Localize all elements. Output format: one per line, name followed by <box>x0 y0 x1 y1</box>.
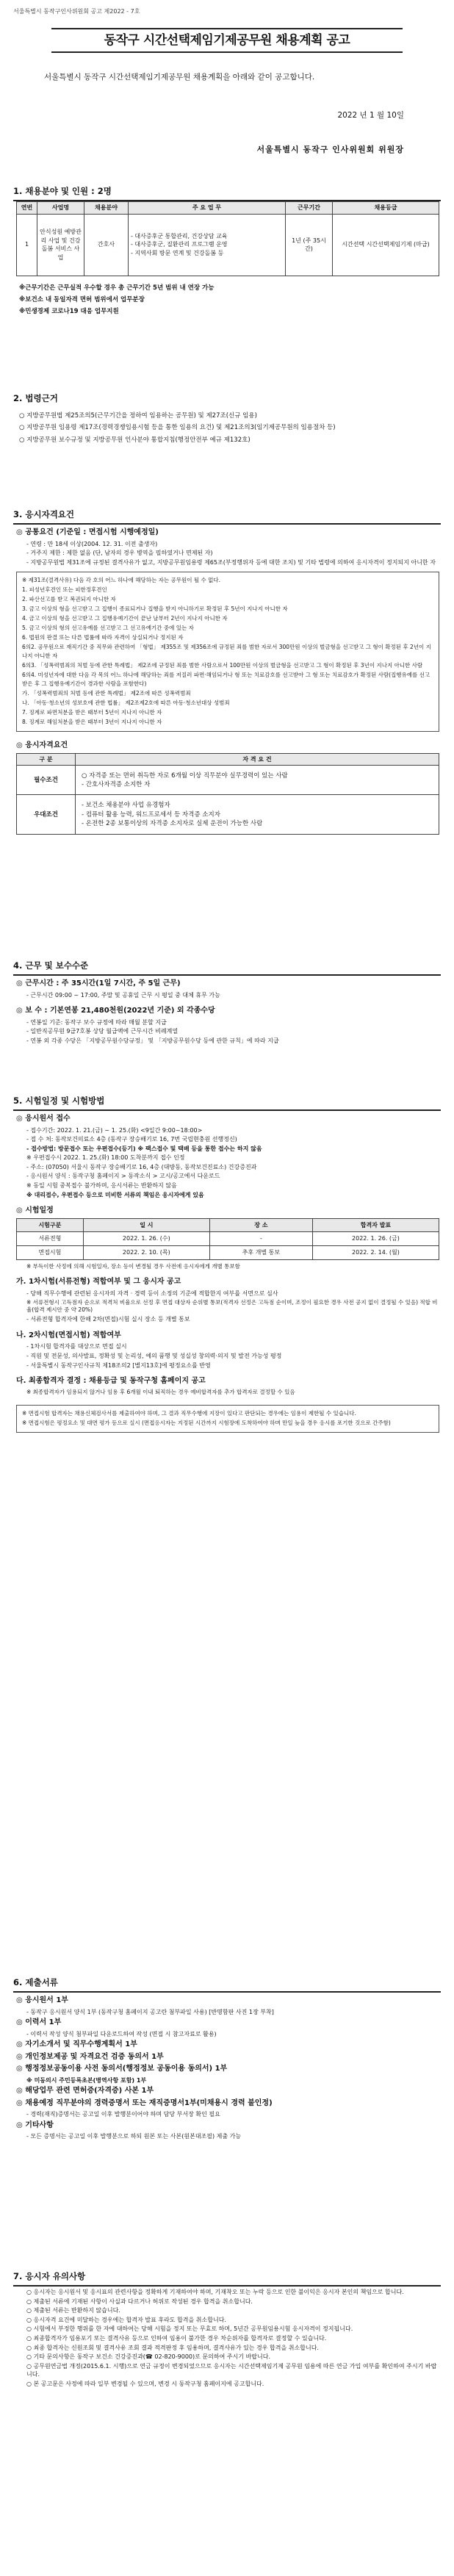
caution-item: ○ 제출된 서류에 기재된 사항이 사실과 다르거나 허위로 작성된 경우 합격을 취소합니다. <box>26 2298 253 2305</box>
duty-item: - 대사증후군 통합관리, 건강상담 교육 <box>131 232 228 240</box>
doc-detail: - 동작구 응시원서 양식 1부 (동작구청 홈페이지 공고란 첨부파일 사용) [반명함판 사진 1장 부착] <box>26 2008 274 2015</box>
disq-item: 5. 금고 이상의 형의 선고유예를 선고받고 그 선고유예기간 중에 있는 자 <box>22 625 194 632</box>
receipt-item: ※ 동일 시험 중복접수 불가하며, 응시서류는 반환하지 않음 <box>26 1182 177 1190</box>
method-item: ※ 서류전형시 고득점자 순으로 적격처 비율으로 선정 후 면접 대상자 순위별 통보(적격자 선정은 고득점 순이며, 조정이 필요한 경우 사전 공지 없이 결정될 수 있음) 적합 비율(합격 제시안 중 약 20%) <box>26 1298 438 1314</box>
cell-required-items <box>76 766 439 795</box>
announcement-number: 서울특별시 동작구인사위원회 공고 제2022 - 7호 <box>13 8 140 15</box>
col-category: 구 분 <box>17 753 76 766</box>
col-grade: 채용등급 <box>333 202 439 215</box>
section-4-heading: 4. 근무 및 보수수준 <box>13 960 441 976</box>
intro-text: 서울특별시 동작구 시간선택제임기제공무원 채용계획을 아래와 같이 공고합니다. <box>44 73 315 82</box>
disq-item: 1. 피성년후견인 또는 피한정후견인 <box>22 586 107 594</box>
caution-item: ○ 시험에서 부정한 행위를 한 자에 대하여는 당해 시험을 정지 또는 무효로 하며, 5년간 공무원임용시험 응시자격이 정지됩니다. <box>26 2325 353 2333</box>
caution-item: ○ 응시자는 응시원서 및 응시표의 관련사항을 정확하게 기재하여야 하며, 기재착오 또는 누락 등으로 인한 불이익은 응시자 본인의 책임으로 합니다. <box>26 2289 404 2295</box>
qualification-table <box>16 753 439 835</box>
qualification-title: ◎ 응시자격요건 <box>16 741 68 750</box>
cell: 추후 개별 통보 <box>209 1245 312 1259</box>
receipt-item: - 접 수 처: 동작보건의료소 4층 (동작구 장승배기로 16, 7번 국립현충원 선행정신) <box>26 1136 237 1143</box>
col-requirement: 자 격 요 건 <box>76 753 439 766</box>
doc-detail: ※ 미동의시 주민등록초본(병역사항 포함) 1부 <box>26 2076 147 2084</box>
method-item: - 직원 및 전문성, 의사발표, 정확성 및 논리성, 예의 품행 및 성실성 창의력·의지 및 발전 가능성 평정 <box>26 1352 282 1359</box>
method-3-title: 다. 최종합격자 결정 : 채용등급 및 동작구청 홈페이지 공고 <box>16 1377 206 1386</box>
cell: 2022. 2. 10. (목) <box>83 1245 209 1259</box>
documents-block <box>16 1994 439 2142</box>
receipt-item: ※ 우편접수시 2022. 1. 25.(화) 18:00 도착분까지 접수 인정 <box>26 1154 185 1162</box>
method-1-title: 가. 1차시험(서류전형) 적합여부 및 그 응시자 공고 <box>16 1278 181 1287</box>
table-row <box>17 766 439 795</box>
qualification-block <box>16 526 439 835</box>
cell: 면접시험 <box>17 1245 84 1259</box>
common-item: - 지방공무원법 제31조에 규정된 결격사유가 없고, 지방공무원임용령 제65조(부정행위자 등에 대한 조치) 및 기타 법령에 의하여 응시자격이 정지되지 아니한 자 <box>26 558 436 566</box>
disq-item: 가. 「성폭력범죄의 처벌 등에 관한 특례법」 제2조에 따른 성폭력범죄 <box>22 690 191 697</box>
receipt-item: - 주소: (07050) 서울시 동작구 장승배기로 16, 4층 (대방동, 동작보건진료소) 건강증진과 <box>26 1163 257 1170</box>
job-table <box>16 201 439 276</box>
cell-field: 간호사 <box>84 214 129 276</box>
preferred-item: - 온전한 2종 보통이상의 자격증 소지자로 실제 운전이 가능한 사람 <box>82 820 263 828</box>
cell: 2022. 1. 26. (금) <box>312 1232 439 1246</box>
col-no: 연번 <box>17 202 37 215</box>
receipt-title: ◎ 응시원서 접수 <box>16 1115 71 1123</box>
disq-item: 8. 징계로 해임처분을 받은 때부터 3년이 지나지 아니한 자 <box>22 719 162 726</box>
law-item: ○ 지방공무원 임용령 제17조(경력경쟁임용시험 등을 통한 임용의 요건) 및 제21조의3(임기제공무원의 임용절차 등) <box>19 424 336 432</box>
title-box <box>51 28 403 53</box>
cell: 2022. 1. 26. (수) <box>83 1232 209 1246</box>
doc-title: ◎ 채용예정 직무분야의 경력증명서 또는 재직증명서1부(미채용시 경력 불인정) <box>16 2098 273 2107</box>
cell: 서류전형 <box>17 1232 84 1246</box>
disq-item: 3. 금고 이상의 형을 선고받고 그 집행이 종료되거나 집행을 받지 아니하기로 확정된 후 5년이 지나지 아니한 자 <box>22 605 288 613</box>
cell-no: 1 <box>17 214 37 276</box>
preferred-item: - 컴퓨터 활용 능력, 워드프로세서 등 자격증 소지자 <box>82 810 220 819</box>
disq-item: 6의2. 공무원으로 재직기간 중 직무와 관련하여 「형법」 제355조 및 제356조에 규정된 죄를 범한 자로서 300만원 이상의 벌금형을 선고받고 그 형이 확정된 후 2년이 지나지 아니한 자 <box>22 644 431 660</box>
disqualification-box <box>16 572 439 732</box>
col-announcement: 합격자 발표 <box>312 1218 439 1232</box>
method-item: - 1차시험 합격자를 대상으로 면접 실시 <box>26 1343 127 1350</box>
section-7-heading: 7. 응시자 유의사항 <box>13 2270 441 2287</box>
cell-required-label: 필수조건 <box>17 766 76 795</box>
disq-item: 6의4. 미성년자에 대한 다음 각 목의 어느 하나에 해당하는 죄를 저질러 파면·해임되거나 형 또는 치료감호를 선고받아 그 형 또는 치료감호가 확정된 사람(집행유예를 선고받은 후 그 집행유예기간이 경과한 사람을 포함한다) <box>22 672 430 688</box>
note-item: ※민생경제 코로나19 대응 업무지원 <box>19 308 119 316</box>
receipt-item: - 응시원서 양식 : 동작구청 홈페이지 > 동작소식 > 고시/공고에서 다운로드 <box>26 1173 220 1180</box>
exam-notice-box <box>16 1405 439 1433</box>
caution-item: ○ 제출된 서류는 반환하지 않습니다. <box>26 2307 120 2314</box>
schedule-block <box>16 1112 439 1433</box>
law-item: ○ 지방공무원 보수규정 및 지방공무원 인사분야 통합지침(행정안전부 예규 제132호) <box>19 436 251 444</box>
col-datetime: 일 시 <box>83 1218 209 1232</box>
issuer: 서울특별시 동작구 인사위원회 위원장 <box>256 145 404 154</box>
col-exam-type: 시험구분 <box>17 1218 84 1232</box>
notice-block <box>16 2288 439 2389</box>
required-item: - 간호사자격증 소지한 자 <box>82 780 151 788</box>
page-title: 동작구 시간선택제임기제공무원 채용계획 공고 <box>104 32 350 48</box>
caution-item: ○ 공무원연금법 개정(2015.6.1. 시행)으로 연금 규정이 변경되었으므로 응시자는 시간선택제임기제 공무원 임용에 따른 연금 가입 여부를 확인하여 주시기 바랍니다. <box>26 2362 437 2378</box>
disq-item: 6의3. 「성폭력범죄의 처벌 등에 관한 특례법」 제2조에 규정된 죄를 범한 사람으로서 100만원 이상의 벌금형을 선고받고 그 형이 확정된 후 3년이 지나지 아니한 사람 <box>22 662 423 669</box>
table-row <box>17 214 439 276</box>
doc-title: ◎ 응시원서 1부 <box>16 1996 68 2004</box>
method-item: - 당해 직무수행에 관련된 응시자의 자격 · 경력 등이 소정의 기준에 적합한지 여부를 서면으로 심사 <box>26 1289 278 1297</box>
announcement-date: 2022 년 1 월 10일 <box>337 111 404 120</box>
doc-detail: - 이력서 작성 양식 첨부파일 다운로드하여 작성 (면접 시 참고자료로 활용) <box>26 2030 217 2037</box>
col-duties: 주 요 업 무 <box>129 202 286 215</box>
common-item: - 거주지 제한 : 제한 없음 (단, 남자의 경우 병역을 필하였거나 면제된 자) <box>26 550 213 557</box>
duty-item: - 대사증후군, 질환관리 프로그램 운영 <box>131 241 228 248</box>
doc-detail: - 경력(재직)증명서는 공고일 이후 발행분이어야 하며 담당 부서장 확인 필요 <box>26 2111 220 2118</box>
doc-title: ◎ 자기소개서 및 직무수행계획서 1부 <box>16 2040 137 2049</box>
law-block <box>16 411 439 447</box>
method-2-title: 나. 2차시험(면접시험) 적합여부 <box>16 1331 121 1339</box>
table-row <box>17 1232 439 1246</box>
job-table-header <box>17 202 439 215</box>
receipt-item: ※ 대리접수, 우편접수 등으로 미비한 서류의 책임은 응시자에게 있음 <box>26 1191 204 1198</box>
cell-period: 1년 (주 35시간) <box>286 214 333 276</box>
preferred-item: - 보건소 채용분야 사업 유경험자 <box>82 802 170 810</box>
schedule-table <box>16 1218 439 1260</box>
receipt-item: - 접수기간: 2022. 1. 21.(금) ~ 1. 25.(화) <9일간 9:00~18:00> <box>26 1126 203 1134</box>
method-item: - 서류전형 합격자에 한해 2차(면접)시험 실시 장소 등 개별 통보 <box>26 1316 190 1323</box>
section-6-heading: 6. 제출서류 <box>13 1976 441 1993</box>
doc-detail: - 모든 증명서는 공고일 이후 발행분으로 하되 원본 또는 사본(원본대조필) 제출 가능 <box>26 2133 242 2140</box>
section-2-heading: 2. 법령근거 <box>13 393 58 403</box>
doc-title: ◎ 기타사항 <box>16 2120 54 2129</box>
cell: - <box>209 1232 312 1246</box>
disq-item: 2. 파산선고를 받고 복권되지 아니한 자 <box>22 596 116 603</box>
qualification-header <box>17 753 439 766</box>
doc-title: ◎ 이력서 1부 <box>16 2018 62 2027</box>
doc-title: ◎ 해당업무 관련 면허증(자격증) 사본 1부 <box>16 2087 154 2095</box>
cell-project: 안식성원 예방관리 사업 및 건강돌봄 서비스 사업 <box>37 214 84 276</box>
section-3-heading: 3. 응시자격요건 <box>13 508 441 525</box>
pay-detail: - 연봉일 기준: 동작구 보수 규정에 따라 매월 분할 지급 <box>26 1018 167 1026</box>
required-item: ○ 자격증 또는 면허 취득한 자로 6개월 이상 직무분야 실무경력이 있는 사람 <box>82 771 288 780</box>
disq-item: ※ 제31조(결격사유) 다음 각 호의 어느 하나에 해당하는 자는 공무원이 될 수 없다. <box>22 577 221 584</box>
doc-title: ◎ 개인정보제공 및 자격요건 검증 동의서 1부 <box>16 2052 164 2061</box>
common-requirements-title: ◎ 공통요건 (기준일 : 면접시험 시행예정일) <box>16 528 159 536</box>
note-item: ※근무기간은 근무실적 우수할 경우 총 근무기간 5년 범위 내 연장 가능 <box>19 284 215 292</box>
work-hours-detail: - 근무시간 09:00 ~ 17:00, 주말 및 공휴일 근무 시 평일 중 대체 휴무 가능 <box>26 991 220 999</box>
col-field: 채용분야 <box>84 202 129 215</box>
work-hours: ◎ 근무시간 : 주 35시간(1일 7시간, 주 5일 근무) <box>16 979 181 987</box>
schedule-header <box>17 1218 439 1232</box>
cell-preferred-items <box>76 795 439 835</box>
pay-block <box>16 977 439 1046</box>
job-table-block <box>16 201 439 320</box>
cell-preferred-label: 우대조건 <box>17 795 76 835</box>
disq-item: 나. 「아동·청소년의 성보호에 관한 법률」 제2조제2호에 따른 아동·청소년대상 성범죄 <box>22 699 230 707</box>
disq-item: 6. 법원의 판결 또는 다른 법률에 따라 자격이 상실되거나 정지된 자 <box>22 634 184 641</box>
notice-item: ※ 면접시험은 평정요소 및 대면 평가 등으로 실시 (면접응시자는 지정된 시간까지 시험장에 도착하여야 하며 만일 늦을 경우 응시를 포기한 것으로 간주함) <box>22 1419 391 1426</box>
method-item: ※ 최종합격자가 임용되지 않거나 임용 후 6개월 이내 퇴직하는 경우 예비합격자를 추가 합격자로 결정할 수 있음 <box>26 1388 295 1395</box>
receipt-item: - 접수방법: 방문접수 또는 우편접수(등기) ※ 팩스접수 및 택배 등을 통한 접수는 하지 않음 <box>26 1145 262 1152</box>
section-5-heading: 5. 시험일정 및 시험방법 <box>13 1095 441 1111</box>
cell: 2022. 2. 14. (월) <box>312 1245 439 1259</box>
disq-item: 4. 금고 이상의 형을 선고받고 그 집행유예기간이 끝난 날부터 2년이 지나지 아니한 자 <box>22 615 228 622</box>
duty-item: - 지역사회 방문 연계 및 건강돌봄 등 <box>131 249 224 256</box>
caution-item: ○ 기타 문의사항은 동작구 보건소 건강증진과(☎ 02-820-9000)로 문의하여 주시기 바랍니다. <box>26 2353 271 2361</box>
notice-item: ※ 면접시험 합격자는 채용신체검사서를 제출하여야 하며, 그 결과 직무수행에 지장이 있다고 판단되는 경우에는 임용이 제한될 수 있습니다. <box>22 1409 356 1417</box>
common-item: - 연령 : 만 18세 이상(2004. 12. 31. 이전 출생자) <box>26 540 158 547</box>
caution-item: ○ 응시자격 요건에 미달하는 경우에는 합격자 발표 후라도 합격을 취소합니다. <box>26 2316 226 2323</box>
col-project: 사업명 <box>37 202 84 215</box>
cell-duties <box>129 214 286 276</box>
cell-grade: 시간선택 시간선택제임기제 (마급) <box>333 214 439 276</box>
method-item: - 서울특별시 동작구인사규칙 제18조의2 [별지13호]에 평정요소를 반영 <box>26 1361 211 1369</box>
caution-item: ○ 최종합격자가 임용포기 또는 결격사유 등으로 인하여 임용이 불가한 경우 차순위자를 합격자로 결정할 수 있습니다. <box>26 2334 327 2342</box>
col-location: 장 소 <box>209 1218 312 1232</box>
col-period: 근무기간 <box>286 202 333 215</box>
caution-item: ○ 최종 합격자는 신원조회 및 결격사유 조회 결과 적격판정 후 임용하며, 결격사유가 있는 경우 합격을 취소합니다. <box>26 2344 319 2351</box>
note-item: ※보건소 내 동일자격 면허 범위에서 업무분장 <box>19 295 145 303</box>
pay-level: ◎ 보 수 : 기본연봉 21,480천원(2022년 기준) 외 각종수당 <box>16 1007 215 1015</box>
disq-item: 7. 징계로 파면처분을 받은 때부터 5년이 지나지 아니한 자 <box>22 709 162 716</box>
pay-detail: - 연봉 외 각종 수당은 「지방공무원수당규정」 및 「지방공무원수당 등에 관한 규칙」에 따라 지급 <box>26 1037 279 1044</box>
section-1-heading: 1. 채용분야 및 인원 : 2명 <box>13 185 441 201</box>
schedule-note: ※ 부득이한 사정에 의해 시험일자, 장소 등이 변경될 경우 사전에 응시자에게 개별 통보함 <box>26 1262 240 1270</box>
doc-title: ◎ 행정정보공동이용 사전 동의서(행정정보 공동이용 동의서) 1부 <box>16 2065 228 2073</box>
table-row <box>17 795 439 835</box>
law-item: ○ 지방공무원법 제25조의5(근무기간을 정하여 임용하는 공무원) 및 제27조(신규 임용) <box>19 412 257 420</box>
schedule-title: ◎ 시험일정 <box>16 1206 54 1215</box>
table-row <box>17 1245 439 1259</box>
caution-item: ○ 본 공고문은 사정에 따라 일부 변경될 수 있으며, 변경 시 동작구청 홈페이지에 공고합니다. <box>26 2380 264 2387</box>
pay-detail: - 일반직공무원 9급7호봉 상당 월급액에 근무시간 비례계열 <box>26 1028 179 1035</box>
